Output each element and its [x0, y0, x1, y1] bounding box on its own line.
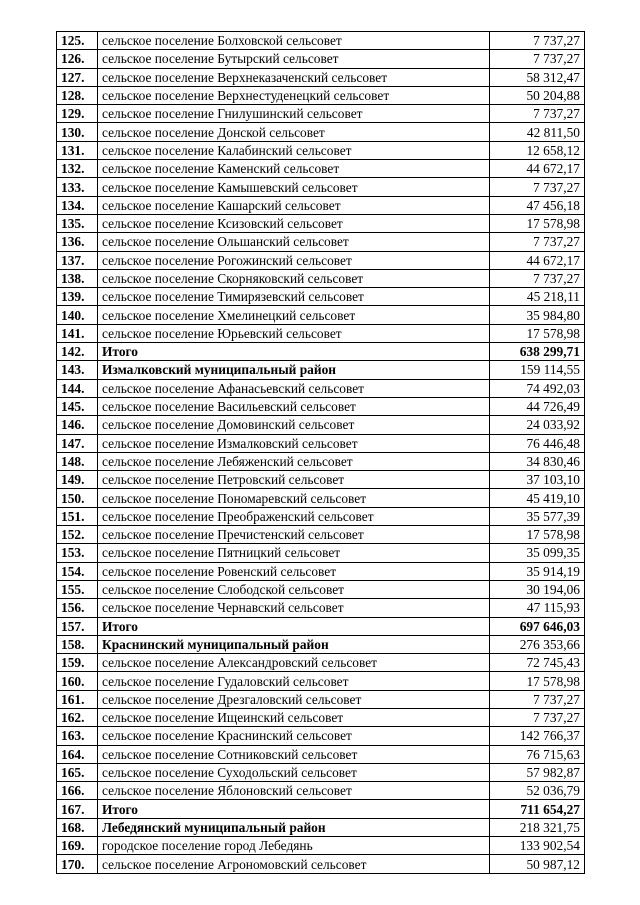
row-amount: 44 672,17 [490, 160, 585, 178]
row-name: сельское поселение Чернавский сельсовет [98, 599, 490, 617]
row-amount: 35 577,39 [490, 507, 585, 525]
row-amount: 17 578,98 [490, 526, 585, 544]
row-name: сельское поселение Бутырский сельсовет [98, 50, 490, 68]
row-name: сельское поселение Кашарский сельсовет [98, 196, 490, 214]
row-amount: 7 737,27 [490, 269, 585, 287]
row-number: 151. [57, 507, 98, 525]
row-number: 158. [57, 635, 98, 653]
table-row [57, 489, 585, 507]
row-name: сельское поселение Домовинский сельсовет [98, 416, 490, 434]
table-row [57, 397, 585, 415]
row-name: Краснинский муниципальный район [98, 635, 490, 653]
table-row [57, 269, 585, 287]
row-amount: 7 737,27 [490, 233, 585, 251]
row-name: сельское поселение Петровский сельсовет [98, 471, 490, 489]
row-name: сельское поселение Рогожинский сельсовет [98, 251, 490, 269]
row-name: сельское поселение Болховской сельсовет [98, 32, 490, 50]
row-amount: 35 984,80 [490, 306, 585, 324]
row-number: 161. [57, 690, 98, 708]
row-number: 140. [57, 306, 98, 324]
row-name: сельское поселение Калабинский сельсовет [98, 141, 490, 159]
row-amount: 52 036,79 [490, 782, 585, 800]
row-number: 165. [57, 763, 98, 781]
table-row [57, 782, 585, 800]
row-amount: 44 726,49 [490, 397, 585, 415]
row-name: сельское поселение Лебяженский сельсовет [98, 452, 490, 470]
row-amount: 45 218,11 [490, 288, 585, 306]
table-row [57, 544, 585, 562]
allocation-table-body [57, 32, 585, 874]
row-name: Итого [98, 617, 490, 635]
table-row [57, 599, 585, 617]
table-row [57, 452, 585, 470]
table-row [57, 434, 585, 452]
row-number: 145. [57, 397, 98, 415]
row-number: 143. [57, 361, 98, 379]
row-name: сельское поселение Васильевский сельсовет [98, 397, 490, 415]
row-number: 129. [57, 105, 98, 123]
table-row [57, 105, 585, 123]
row-number: 155. [57, 580, 98, 598]
row-name: сельское поселение Гнилушинский сельсовет [98, 105, 490, 123]
row-name: сельское поселение Краснинский сельсовет [98, 727, 490, 745]
row-amount: 697 646,03 [490, 617, 585, 635]
row-name: сельское поселение Пятницкий сельсовет [98, 544, 490, 562]
row-amount: 50 204,88 [490, 86, 585, 104]
table-row [57, 763, 585, 781]
row-amount: 17 578,98 [490, 214, 585, 232]
row-amount: 35 914,19 [490, 562, 585, 580]
row-amount: 17 578,98 [490, 672, 585, 690]
row-amount: 35 099,35 [490, 544, 585, 562]
row-number: 163. [57, 727, 98, 745]
row-number: 133. [57, 178, 98, 196]
table-row [57, 562, 585, 580]
table-row [57, 178, 585, 196]
table-row [57, 635, 585, 653]
row-number: 128. [57, 86, 98, 104]
row-amount: 133 902,54 [490, 837, 585, 855]
row-number: 126. [57, 50, 98, 68]
row-name: сельское поселение Юрьевский сельсовет [98, 324, 490, 342]
row-number: 127. [57, 68, 98, 86]
row-name: сельское поселение Тимирязевский сельсовет [98, 288, 490, 306]
row-amount: 638 299,71 [490, 343, 585, 361]
row-name: Итого [98, 343, 490, 361]
row-amount: 142 766,37 [490, 727, 585, 745]
row-name: сельское поселение Ольшанский сельсовет [98, 233, 490, 251]
table-row [57, 361, 585, 379]
row-number: 154. [57, 562, 98, 580]
table-row [57, 324, 585, 342]
row-amount: 276 353,66 [490, 635, 585, 653]
row-number: 156. [57, 599, 98, 617]
row-amount: 159 114,55 [490, 361, 585, 379]
row-number: 164. [57, 745, 98, 763]
table-row [57, 288, 585, 306]
table-row [57, 160, 585, 178]
row-name: сельское поселение Ищеинский сельсовет [98, 708, 490, 726]
row-name: сельское поселение Хмелинецкий сельсовет [98, 306, 490, 324]
row-number: 147. [57, 434, 98, 452]
row-amount: 7 737,27 [490, 178, 585, 196]
row-name: сельское поселение Дрезгаловский сельсовет [98, 690, 490, 708]
row-amount: 7 737,27 [490, 50, 585, 68]
row-number: 142. [57, 343, 98, 361]
row-amount: 47 115,93 [490, 599, 585, 617]
row-name: сельское поселение Верхнеказаченский сельсовет [98, 68, 490, 86]
row-number: 146. [57, 416, 98, 434]
row-number: 150. [57, 489, 98, 507]
row-amount: 76 446,48 [490, 434, 585, 452]
row-name: сельское поселение Преображенский сельсовет [98, 507, 490, 525]
table-row [57, 123, 585, 141]
table-row [57, 343, 585, 361]
row-number: 157. [57, 617, 98, 635]
row-name: сельское поселение Гудаловский сельсовет [98, 672, 490, 690]
row-number: 160. [57, 672, 98, 690]
row-amount: 47 456,18 [490, 196, 585, 214]
row-amount: 7 737,27 [490, 105, 585, 123]
row-number: 167. [57, 800, 98, 818]
table-row [57, 727, 585, 745]
table-row [57, 50, 585, 68]
row-amount: 30 194,06 [490, 580, 585, 598]
row-name: сельское поселение Каменский сельсовет [98, 160, 490, 178]
row-number: 132. [57, 160, 98, 178]
row-name: сельское поселение Александровский сельсовет [98, 654, 490, 672]
row-amount: 7 737,27 [490, 708, 585, 726]
table-row [57, 837, 585, 855]
row-name: сельское поселение Сотниковский сельсовет [98, 745, 490, 763]
row-amount: 76 715,63 [490, 745, 585, 763]
row-amount: 44 672,17 [490, 251, 585, 269]
row-amount: 12 658,12 [490, 141, 585, 159]
row-name: Лебедянский муниципальный район [98, 818, 490, 836]
row-name: сельское поселение Пречистенский сельсовет [98, 526, 490, 544]
table-row [57, 507, 585, 525]
table-row [57, 617, 585, 635]
table-row [57, 471, 585, 489]
row-amount: 34 830,46 [490, 452, 585, 470]
row-amount: 57 982,87 [490, 763, 585, 781]
row-name: сельское поселение Камышевский сельсовет [98, 178, 490, 196]
row-number: 166. [57, 782, 98, 800]
row-amount: 72 745,43 [490, 654, 585, 672]
table-row [57, 86, 585, 104]
table-row [57, 818, 585, 836]
table-row [57, 690, 585, 708]
row-name: сельское поселение Пономаревский сельсовет [98, 489, 490, 507]
row-name: сельское поселение Ксизовский сельсовет [98, 214, 490, 232]
row-number: 159. [57, 654, 98, 672]
row-name: городское поселение город Лебедянь [98, 837, 490, 855]
table-row [57, 416, 585, 434]
row-number: 170. [57, 855, 98, 873]
table-row [57, 654, 585, 672]
row-number: 162. [57, 708, 98, 726]
row-amount: 711 654,27 [490, 800, 585, 818]
table-row [57, 708, 585, 726]
row-number: 134. [57, 196, 98, 214]
row-amount: 58 312,47 [490, 68, 585, 86]
row-name: сельское поселение Афанасьевский сельсовет [98, 379, 490, 397]
row-name: сельское поселение Агрономовский сельсовет [98, 855, 490, 873]
row-name: сельское поселение Донской сельсовет [98, 123, 490, 141]
table-row [57, 855, 585, 873]
table-row [57, 672, 585, 690]
row-number: 138. [57, 269, 98, 287]
row-number: 169. [57, 837, 98, 855]
table-row [57, 233, 585, 251]
row-amount: 218 321,75 [490, 818, 585, 836]
row-name: Итого [98, 800, 490, 818]
table-row [57, 251, 585, 269]
table-row [57, 32, 585, 50]
table-row [57, 580, 585, 598]
row-number: 148. [57, 452, 98, 470]
row-number: 149. [57, 471, 98, 489]
table-row [57, 800, 585, 818]
row-number: 139. [57, 288, 98, 306]
row-amount: 7 737,27 [490, 690, 585, 708]
row-number: 136. [57, 233, 98, 251]
row-amount: 42 811,50 [490, 123, 585, 141]
row-amount: 7 737,27 [490, 32, 585, 50]
table-row [57, 526, 585, 544]
table-row [57, 68, 585, 86]
row-number: 144. [57, 379, 98, 397]
row-amount: 50 987,12 [490, 855, 585, 873]
allocation-table [56, 31, 585, 874]
row-amount: 74 492,03 [490, 379, 585, 397]
row-name: сельское поселение Скорняковский сельсовет [98, 269, 490, 287]
row-number: 141. [57, 324, 98, 342]
table-row [57, 214, 585, 232]
row-number: 153. [57, 544, 98, 562]
row-amount: 45 419,10 [490, 489, 585, 507]
row-amount: 17 578,98 [490, 324, 585, 342]
table-row [57, 196, 585, 214]
row-amount: 37 103,10 [490, 471, 585, 489]
row-name: сельское поселение Суходольский сельсовет [98, 763, 490, 781]
row-number: 152. [57, 526, 98, 544]
row-number: 125. [57, 32, 98, 50]
table-row [57, 141, 585, 159]
row-number: 168. [57, 818, 98, 836]
row-number: 137. [57, 251, 98, 269]
row-name: Измалковский муниципальный район [98, 361, 490, 379]
table-row [57, 306, 585, 324]
row-name: сельское поселение Верхнестуденецкий сельсовет [98, 86, 490, 104]
row-name: сельское поселение Слободской сельсовет [98, 580, 490, 598]
table-row [57, 745, 585, 763]
row-number: 131. [57, 141, 98, 159]
row-name: сельское поселение Измалковский сельсовет [98, 434, 490, 452]
row-number: 135. [57, 214, 98, 232]
row-number: 130. [57, 123, 98, 141]
row-amount: 24 033,92 [490, 416, 585, 434]
table-row [57, 379, 585, 397]
row-name: сельское поселение Яблоновский сельсовет [98, 782, 490, 800]
row-name: сельское поселение Ровенский сельсовет [98, 562, 490, 580]
